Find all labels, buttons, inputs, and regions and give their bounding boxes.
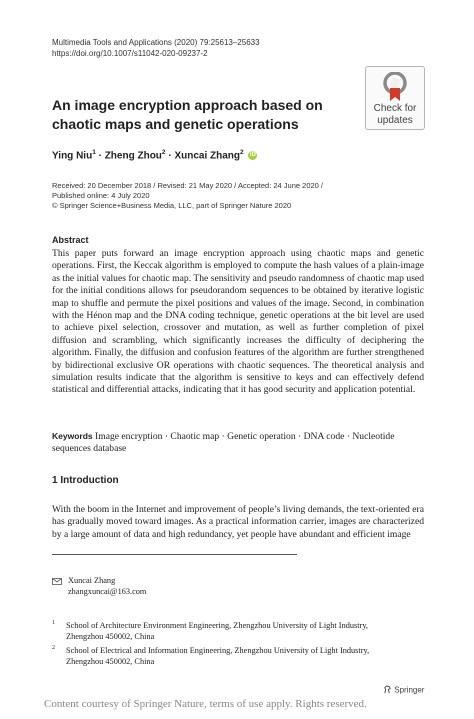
abstract-text: This paper puts forward an image encryption approach using chaotic maps and genetic operations. First, the Keccak algorithm is employed to compute the hash values of a plain-image as the initial values for chaotic map. The sensitivity and pseudo randomness of chaotic map used for the initial conditions allows for pseudorandom sequences to be obtained by iterative logistic map to shuffle and permute the pixel positions and values of the image. Second, in combination with the Hénon map and the DNA coding technique, genetic operations at the bit level are used to achieve pixel selection, crossover and mutation, as well as further completion of pixel diffusion and scrambling, which significantly increases the difficulty of deciphering the algorithm. Finally, the diffusion and confusion features of the algorithm are further strengthened by bidirectional exclusive OR operations with chaotic sequences. The theoretical analysis and simulation results indicate that the algorithm is sensitive to keys and can effectively defend statistical and differential attacks, indicating that it has good security and application potential.	[52, 248, 424, 396]
bookmark-ribbon-icon	[382, 72, 408, 102]
affiliation-line: Zhengzhou 450002, China	[66, 657, 155, 666]
publication-dates	[52, 181, 323, 211]
author-separator: ·	[98, 150, 105, 162]
doi-link[interactable]: https://doi.org/10.1007/s11042-020-09237-2	[52, 49, 208, 58]
affiliation-2	[52, 645, 424, 667]
journal-citation: Multimedia Tools and Applications (2020) 79:25613–25633	[52, 38, 260, 47]
footnote-divider	[52, 554, 297, 555]
author-name[interactable]: Ying Niu	[52, 150, 93, 162]
keywords-text: Image encryption · Chaotic map · Genetic operation · DNA code · Nucleotide sequences database	[52, 431, 395, 455]
badge-line2: updates	[377, 115, 413, 126]
journal-header	[52, 37, 260, 59]
affiliation-number: 2	[52, 645, 55, 651]
affiliation-number: 1	[52, 620, 55, 626]
affiliation-line: School of Architecture Environment Engineering, Zhengzhou University of Light Industry,	[66, 621, 368, 630]
keywords-label: Keywords	[52, 431, 93, 441]
affiliation-1	[52, 620, 424, 642]
intro-text: With the boom in the Internet and improvement of people’s living demands, the text-oriented era has gradually moved toward images. As a practical information carrier, images are characterized by a large amount of data and high redundancy, yet people have abundant and efficient image	[52, 504, 424, 540]
affiliation-line: Zhengzhou 450002, China	[66, 632, 155, 641]
author-affiliation-sup: 2	[240, 149, 244, 156]
check-for-updates-badge[interactable]	[365, 66, 425, 130]
author-affiliation-sup: 1	[92, 149, 96, 156]
envelope-icon	[52, 578, 62, 585]
springer-logo	[383, 685, 424, 694]
author-affiliation-sup: 2	[161, 149, 166, 156]
corresponding-author-name: Xuncai Zhang	[68, 576, 116, 585]
author-separator: ·	[168, 150, 175, 162]
affiliation-line: School of Electrical and Information Engineering, Zhengzhou University of Light Industry,	[66, 646, 370, 655]
intro-heading: 1 Introduction	[52, 475, 119, 486]
badge-line1: Check for	[373, 103, 417, 114]
author-name[interactable]: Zheng Zhou	[104, 150, 162, 162]
article-title: An image encryption approach based on chaotic maps and genetic operations	[52, 97, 323, 132]
author-list	[52, 149, 257, 161]
copyright-line: © Springer Science+Business Media, LLC, part of Springer Nature 2020	[52, 201, 292, 210]
author-name[interactable]: Xuncai Zhang	[174, 150, 240, 162]
orcid-icon[interactable]: iD	[249, 152, 256, 159]
corresponding-email[interactable]: zhangxuncai@163.com	[68, 587, 147, 596]
dates-published-line: Published online: 4 July 2020	[52, 191, 150, 200]
abstract-heading: Abstract	[52, 235, 89, 245]
correspondence-block	[52, 575, 146, 597]
dates-received-line: Received: 20 December 2018 / Revised: 21 May 2020 / Accepted: 24 June 2020 /	[52, 181, 324, 190]
publisher-name: Springer	[394, 685, 425, 695]
rights-footer: Content courtesy of Springer Nature, terms of use apply. Rights reserved.	[44, 698, 367, 710]
springer-horse-icon	[383, 685, 392, 694]
keywords-block	[52, 430, 424, 456]
